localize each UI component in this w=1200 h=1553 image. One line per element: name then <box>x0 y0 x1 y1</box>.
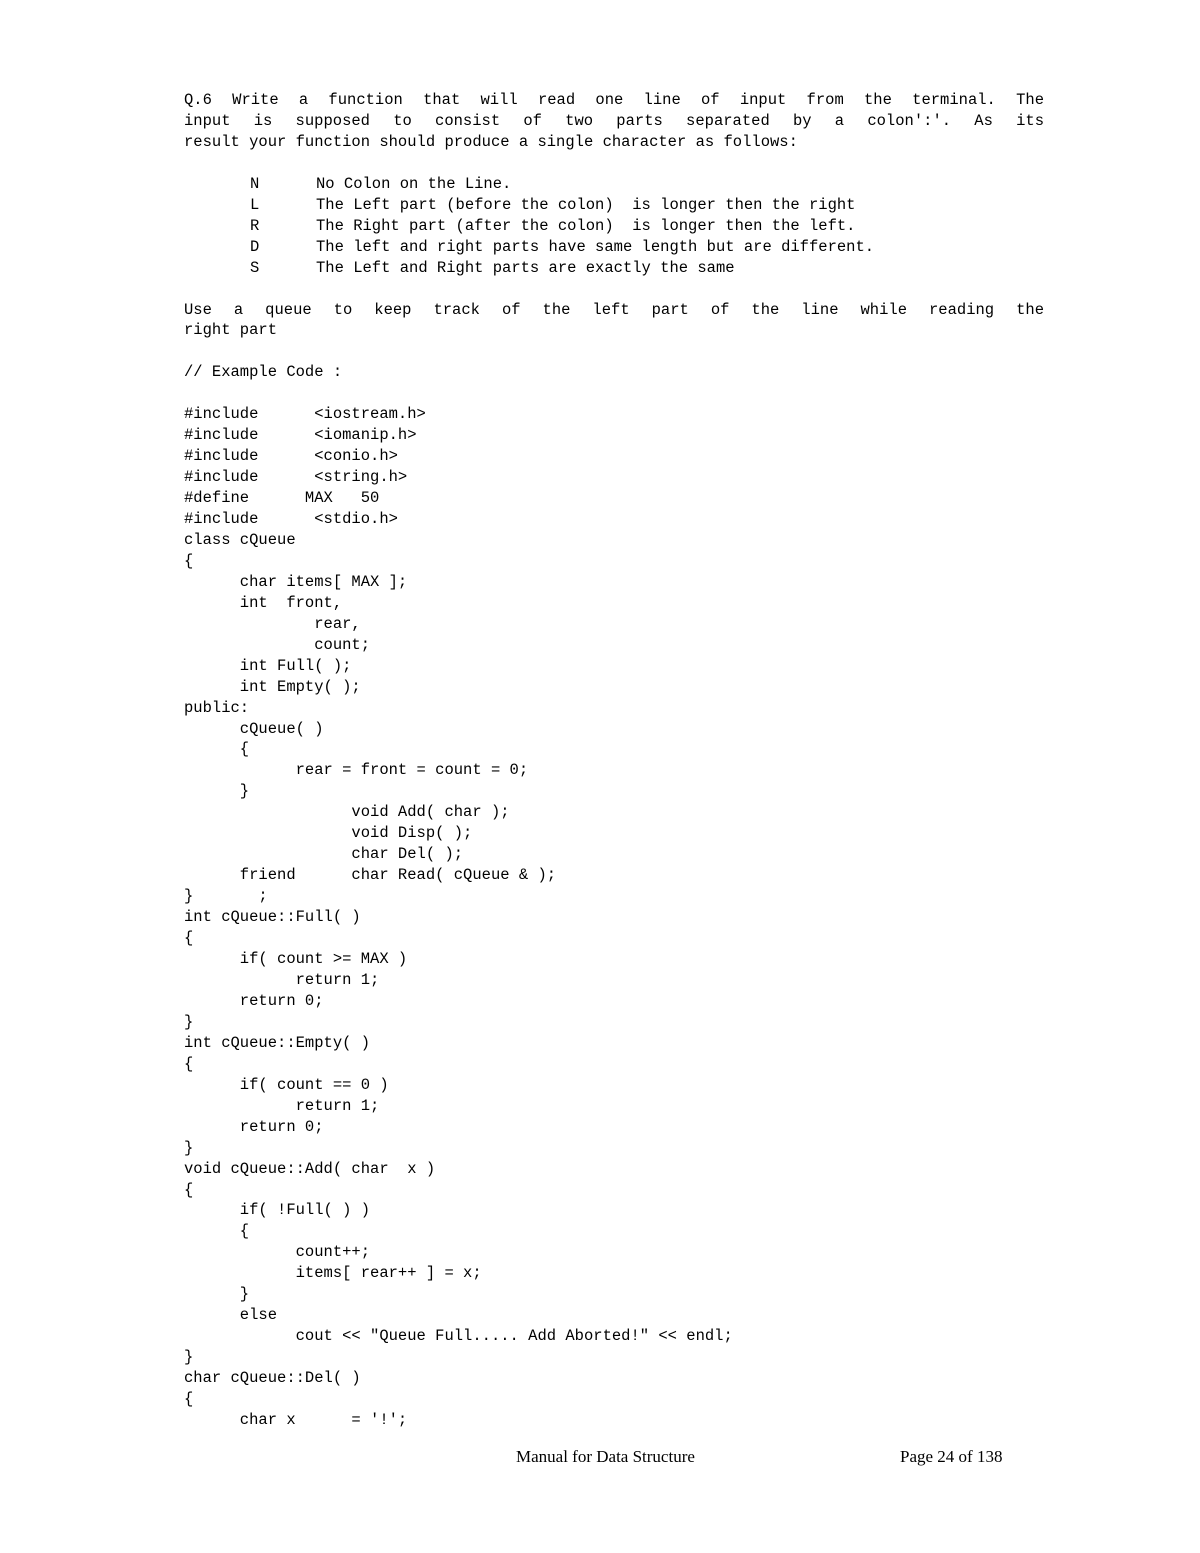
code-line: class cQueue <box>184 530 296 549</box>
code-line: if( !Full( ) ) <box>184 1201 371 1220</box>
code-line: int cQueue::Empty( ) <box>184 1033 371 1052</box>
result-code-list <box>184 174 1064 279</box>
code-line: int front, <box>184 593 343 612</box>
code-line: rear = front = count = 0; <box>184 761 529 780</box>
code-line: } <box>184 1138 194 1157</box>
result-code: S <box>250 258 260 277</box>
code-line: #include <iostream.h> <box>184 405 426 424</box>
code-line: } <box>184 1285 250 1304</box>
code-line: { <box>184 1390 194 1409</box>
code-line: else <box>184 1306 278 1325</box>
code-line: return 1; <box>184 970 380 989</box>
code-line: cQueue( ) <box>184 719 324 738</box>
code-line: rear, <box>184 614 361 633</box>
code-line: friend char Read( cQueue & ); <box>184 866 557 885</box>
result-code: N <box>250 174 260 193</box>
code-line: { <box>184 929 194 948</box>
code-line: char cQueue::Del( ) <box>184 1369 361 1388</box>
result-description: No Colon on the Line. <box>316 174 512 193</box>
code-line: } <box>184 782 250 801</box>
result-description: The left and right parts have same length but are different. <box>316 237 875 256</box>
code-line: count++; <box>184 1243 371 1262</box>
result-code-item <box>250 237 1064 258</box>
result-code-item <box>250 216 1064 237</box>
page-content <box>184 90 1064 1431</box>
code-line: if( count == 0 ) <box>184 1075 389 1094</box>
footer-title: Manual for Data Structure <box>516 1447 695 1466</box>
code-line: count; <box>184 635 371 654</box>
example-heading: // Example Code : <box>184 363 343 382</box>
result-code: D <box>250 237 260 256</box>
code-line: void cQueue::Add( char x ) <box>184 1159 436 1178</box>
result-code-item <box>250 195 1064 216</box>
result-code-item <box>250 174 1064 195</box>
code-line: } <box>184 1348 194 1367</box>
question-line: input is supposed to consist of two parts separated by a colon':'. As its <box>184 111 1044 130</box>
code-line: #include <iomanip.h> <box>184 426 417 445</box>
code-line: items[ rear++ ] = x; <box>184 1264 482 1283</box>
code-line: return 0; <box>184 991 324 1010</box>
code-line: { <box>184 551 194 570</box>
code-line: if( count >= MAX ) <box>184 950 408 969</box>
result-description: The Left and Right parts are exactly the same <box>316 258 735 277</box>
question-line: result your function should produce a single character as follows: <box>184 132 798 151</box>
result-code: R <box>250 216 260 235</box>
page-number: Page 24 of 138 <box>900 1447 1003 1466</box>
code-line: int Full( ); <box>184 656 352 675</box>
code-line: #define MAX 50 <box>184 489 380 508</box>
code-line: } <box>184 1012 194 1031</box>
code-line: { <box>184 1222 250 1241</box>
code-line: #include <string.h> <box>184 468 408 487</box>
code-line: int cQueue::Full( ) <box>184 908 361 927</box>
code-listing <box>184 404 1064 1431</box>
code-line: public: <box>184 698 250 717</box>
code-line: #include <stdio.h> <box>184 510 398 528</box>
code-line: char x = '!'; <box>184 1410 408 1429</box>
code-line: void Add( char ); <box>184 803 510 822</box>
code-line: return 0; <box>184 1117 324 1136</box>
code-line: { <box>184 740 250 759</box>
instruction-line: right part <box>184 321 278 340</box>
code-line: char Del( ); <box>184 845 464 864</box>
question-line: Q.6 Write a function that will read one line of input from the terminal. The <box>184 91 1044 109</box>
code-line: { <box>184 1180 194 1199</box>
code-line: void Disp( ); <box>184 824 473 843</box>
instruction-line: Use a queue to keep track of the left part of the line while reading the <box>184 300 1044 319</box>
result-code-item <box>250 258 1064 279</box>
instruction-text <box>184 300 1064 342</box>
result-description: The Right part (after the colon) is longer then the left. <box>316 216 856 235</box>
code-line: int Empty( ); <box>184 677 361 696</box>
result-description: The Left part (before the colon) is longer then the right <box>316 195 856 214</box>
result-code: L <box>250 195 260 214</box>
code-line: cout << "Queue Full..... Add Aborted!" << endl; <box>184 1327 733 1346</box>
code-line: } ; <box>184 887 268 906</box>
code-line: char items[ MAX ]; <box>184 572 408 591</box>
code-line: return 1; <box>184 1096 380 1115</box>
question-text <box>184 90 1064 153</box>
code-line: { <box>184 1054 194 1073</box>
code-line: #include <conio.h> <box>184 447 398 466</box>
